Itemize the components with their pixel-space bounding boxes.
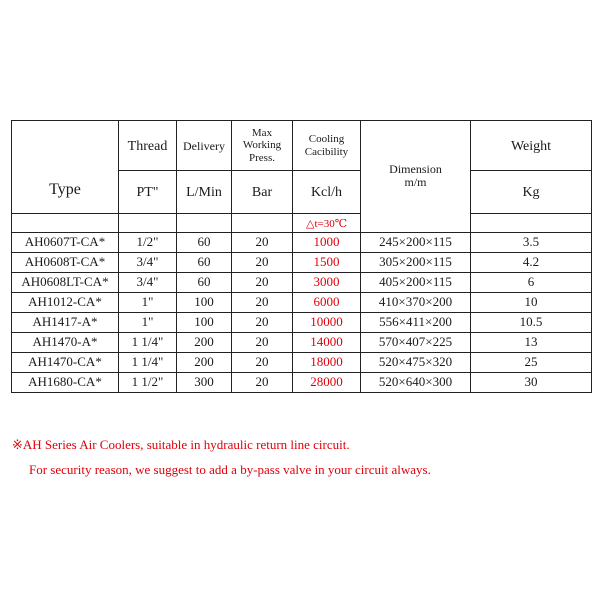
weight-cell: 4.2 — [471, 252, 592, 272]
spec-table — [11, 120, 592, 393]
cooling-capacity-cell: 28000 — [293, 372, 361, 392]
table-row — [12, 252, 592, 272]
pressure-unit-cell — [232, 171, 293, 214]
dimension-header-line: m/m — [404, 175, 427, 190]
cooling-capacity-cell: 1000 — [293, 232, 361, 252]
table-row — [12, 232, 592, 252]
type-header: Type — [49, 181, 81, 199]
table-row — [12, 312, 592, 332]
cooling-capacity-cell: 14000 — [293, 332, 361, 352]
pressure-cell: 20 — [232, 252, 293, 272]
type-header-cell — [12, 121, 119, 214]
dimension-cell: 556×411×200 — [361, 312, 471, 332]
pressure-header-line: Working — [242, 139, 282, 152]
model-cell: AH1470-CA* — [12, 352, 119, 372]
table-row — [12, 372, 592, 392]
data-rows — [12, 232, 592, 392]
weight-cell: 10 — [471, 292, 592, 312]
dimension-cell: 520×475×320 — [361, 352, 471, 372]
thread-cell: 1 1/4" — [119, 332, 177, 352]
cooling-header-line: Cacibility — [304, 145, 349, 158]
model-cell: AH1012-CA* — [12, 292, 119, 312]
dimension-cell: 520×640×300 — [361, 372, 471, 392]
delivery-header-cell — [177, 121, 232, 171]
pressure-unit: Bar — [251, 185, 273, 201]
weight-unit-cell — [471, 171, 592, 214]
model-cell: AH0607T-CA* — [12, 232, 119, 252]
weight-cell: 10.5 — [471, 312, 592, 332]
model-cell: AH0608LT-CA* — [12, 272, 119, 292]
thread-cell: 1 1/4" — [119, 352, 177, 372]
pressure-cell: 20 — [232, 292, 293, 312]
header-row-note — [12, 214, 592, 233]
dimension-cell: 405×200×115 — [361, 272, 471, 292]
empty-cell — [119, 214, 177, 233]
weight-cell: 13 — [471, 332, 592, 352]
pressure-cell: 20 — [232, 232, 293, 252]
delivery-cell: 60 — [177, 272, 232, 292]
pressure-cell: 20 — [232, 312, 293, 332]
thread-cell: 1" — [119, 312, 177, 332]
table-row — [12, 272, 592, 292]
weight-cell: 6 — [471, 272, 592, 292]
pressure-header-line: Max — [251, 127, 273, 140]
pressure-cell: 20 — [232, 372, 293, 392]
table-row — [12, 332, 592, 352]
thread-header-cell — [119, 121, 177, 171]
pressure-header — [232, 121, 293, 171]
empty-cell — [12, 214, 119, 233]
dimension-header-line: Dimension — [389, 162, 442, 177]
thread-cell: 1/2" — [119, 232, 177, 252]
thread-cell: 3/4" — [119, 252, 177, 272]
delivery-cell: 100 — [177, 312, 232, 332]
model-cell: AH1680-CA* — [12, 372, 119, 392]
delivery-unit: L/Min — [186, 185, 222, 201]
cooling-temperature-note: △t=30℃ — [305, 218, 348, 230]
model-cell: AH1417-A* — [12, 312, 119, 332]
weight-header-cell — [471, 121, 592, 171]
cooling-unit: Kcl/h — [310, 185, 343, 201]
dimension-cell: 305×200×115 — [361, 252, 471, 272]
weight-cell: 3.5 — [471, 232, 592, 252]
cooling-capacity-cell: 6000 — [293, 292, 361, 312]
delivery-unit-cell — [177, 171, 232, 214]
pressure-cell: 20 — [232, 352, 293, 372]
delivery-cell: 100 — [177, 292, 232, 312]
thread-unit: PT" — [136, 185, 159, 201]
cooling-capacity-cell: 3000 — [293, 272, 361, 292]
note-air-coolers: ※AH Series Air Coolers, suitable in hydraulic return line circuit. — [12, 437, 350, 452]
thread-cell: 1 1/2" — [119, 372, 177, 392]
cooling-capacity-cell: 18000 — [293, 352, 361, 372]
model-cell: AH0608T-CA* — [12, 252, 119, 272]
delivery-cell: 200 — [177, 352, 232, 372]
delivery-cell: 60 — [177, 252, 232, 272]
note-bypass-valve: For security reason, we suggest to add a by-pass valve in your circuit always. — [29, 462, 431, 477]
model-cell: AH1470-A* — [12, 332, 119, 352]
delivery-header: Delivery — [183, 138, 225, 153]
delivery-cell: 300 — [177, 372, 232, 392]
empty-cell — [177, 214, 232, 233]
cooling-unit-cell — [293, 171, 361, 214]
pressure-cell: 20 — [232, 272, 293, 292]
weight-cell: 25 — [471, 352, 592, 372]
pressure-cell: 20 — [232, 332, 293, 352]
cooling-header — [293, 121, 361, 171]
delivery-cell: 200 — [177, 332, 232, 352]
cooling-header-line: Cooling — [308, 133, 345, 146]
header-row-top — [12, 121, 592, 171]
cooling-capacity-cell: 1500 — [293, 252, 361, 272]
weight-unit: Kg — [522, 185, 540, 201]
empty-cell — [232, 214, 293, 233]
thread-header: Thread — [127, 138, 168, 154]
dimension-cell: 410×370×200 — [361, 292, 471, 312]
cooling-note-cell — [293, 214, 361, 233]
empty-cell — [471, 214, 592, 233]
thread-cell: 3/4" — [119, 272, 177, 292]
cooling-capacity-cell: 10000 — [293, 312, 361, 332]
table-row — [12, 292, 592, 312]
thread-cell: 1" — [119, 292, 177, 312]
weight-header: Weight — [510, 138, 552, 154]
notes — [12, 434, 592, 481]
delivery-cell: 60 — [177, 232, 232, 252]
dimension-cell: 570×407×225 — [361, 332, 471, 352]
thread-unit-cell — [119, 171, 177, 214]
table-row — [12, 352, 592, 372]
weight-cell: 30 — [471, 372, 592, 392]
pressure-header-line: Press. — [249, 151, 275, 164]
dimension-cell: 245×200×115 — [361, 232, 471, 252]
dimension-header — [361, 121, 471, 233]
